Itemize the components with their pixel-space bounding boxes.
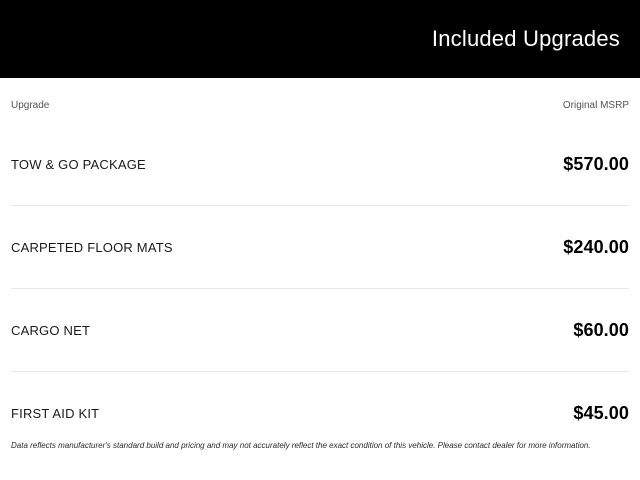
upgrades-content (0, 78, 640, 454)
column-header-upgrade: Upgrade (11, 100, 50, 111)
disclaimer-text: Data reflects manufacturer's standard build and pricing and may not accurately reflect the exact condition of this vehicle. Please contact dealer for more information. (11, 441, 591, 450)
upgrade-price: $45.00 (573, 402, 629, 423)
upgrade-name: CARGO NET (11, 322, 91, 338)
upgrade-price: $240.00 (563, 236, 629, 257)
page-title: Included Upgrades (431, 26, 620, 51)
upgrade-price: $60.00 (573, 319, 629, 340)
table-row (11, 289, 629, 372)
upgrade-price: $570.00 (563, 153, 629, 174)
table-row (11, 206, 629, 289)
column-header-msrp: Original MSRP (562, 100, 629, 111)
page-header (0, 0, 640, 78)
table-column-headers (11, 78, 629, 111)
upgrade-name: TOW & GO PACKAGE (11, 156, 146, 172)
upgrades-table (11, 123, 629, 454)
upgrade-name: FIRST AID KIT (11, 405, 100, 421)
table-row (11, 123, 629, 206)
upgrade-name: CARPETED FLOOR MATS (11, 239, 173, 255)
